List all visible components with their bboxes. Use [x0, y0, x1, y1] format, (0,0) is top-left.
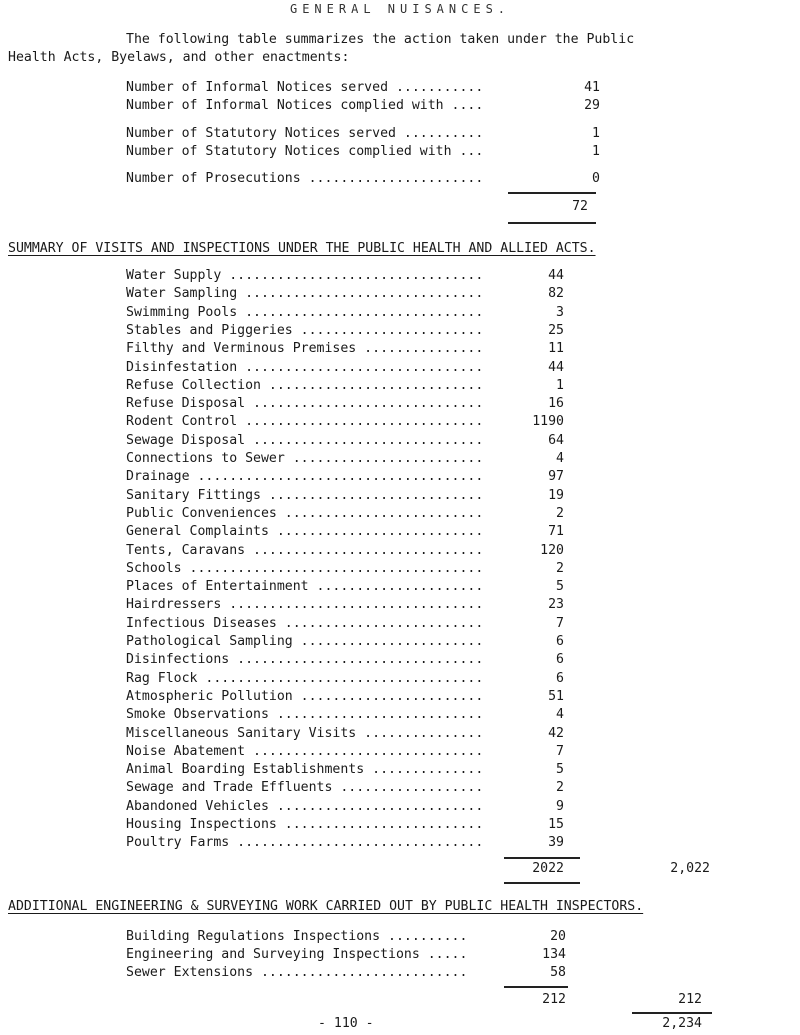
subtotal-rule [504, 857, 580, 859]
visit-value: 25 [548, 322, 564, 338]
visit-row [126, 488, 564, 505]
visit-value: 120 [540, 542, 564, 558]
visit-label: Poultry Farms ............................... [126, 835, 484, 851]
visit-value: 64 [548, 432, 564, 448]
visit-label: Places of Entertainment ..................... [126, 579, 484, 595]
engineering-row [126, 947, 566, 964]
visit-row [126, 378, 564, 395]
visit-value: 19 [548, 487, 564, 503]
visit-value: 2 [556, 560, 564, 576]
visit-label: Animal Boarding Establishments .............. [126, 762, 484, 778]
visit-value: 44 [548, 359, 564, 375]
visit-label: Refuse Disposal ............................. [126, 396, 484, 412]
visit-label: Pathological Sampling ....................... [126, 634, 484, 649]
visit-row [126, 524, 564, 541]
visit-value: 6 [556, 652, 564, 668]
visit-row [126, 323, 564, 340]
intro-line-2: Health Acts, Byelaws, and other enactments: [8, 50, 350, 65]
visit-row [126, 634, 564, 651]
visit-row [126, 543, 564, 560]
visit-label: Smoke Observations .......................... [126, 707, 484, 723]
notice-label: Number of Statutory Notices complied with ... [126, 144, 484, 159]
visit-row [126, 360, 564, 377]
visit-label: Miscellaneous Sanitary Visits ............... [126, 725, 484, 741]
visit-value: 11 [548, 341, 564, 357]
visit-value: 6 [556, 634, 564, 649]
visit-label: Water Sampling .............................. [126, 286, 484, 302]
visit-value: 5 [556, 579, 564, 595]
visit-label: Swimming Pools .............................. [126, 304, 484, 320]
visit-row [126, 744, 564, 761]
visit-label: Disinfections ............................... [126, 652, 484, 668]
visit-value: 97 [548, 469, 564, 485]
visit-row [126, 726, 564, 743]
engineering-value: 58 [550, 965, 566, 980]
visit-row [126, 707, 564, 724]
page-number: - 110 - [318, 1016, 374, 1031]
visit-label: Public Conveniences ......................... [126, 505, 484, 521]
visits-total: 2022 [532, 861, 564, 876]
notice-value: 1 [592, 144, 600, 159]
engineering-row [126, 929, 566, 946]
intro-line-1: The following table summarizes the action taken under the Public [126, 32, 635, 47]
visit-row [126, 268, 564, 285]
engineering-label: Engineering and Surveying Inspections ..... [126, 947, 468, 962]
visit-value: 16 [548, 396, 564, 412]
visit-label: Rag Flock ................................... [126, 670, 484, 686]
visit-label: Stables and Piggeries ....................... [126, 322, 484, 338]
notice-label: Number of Prosecutions ...................... [126, 171, 484, 186]
visit-value: 4 [556, 451, 564, 466]
notice-value: 41 [584, 80, 600, 95]
visit-row [126, 671, 564, 688]
visit-label: Sewage and Trade Effluents .................. [126, 780, 484, 796]
engineering-value: 20 [550, 929, 566, 944]
visit-label: Sanitary Fittings ........................... [126, 487, 484, 503]
visit-value: 2 [556, 505, 564, 521]
visit-row [126, 689, 564, 706]
visit-row [126, 616, 564, 633]
subtotal-rule [504, 986, 568, 988]
total-rule [504, 882, 580, 884]
notice-label: Number of Informal Notices served ........... [126, 80, 484, 95]
notice-row [126, 80, 600, 97]
visit-value: 23 [548, 597, 564, 613]
visit-value: 3 [556, 304, 564, 320]
visit-value: 51 [548, 688, 564, 704]
visit-label: General Complaints .......................... [126, 524, 484, 540]
visit-row [126, 451, 564, 468]
visit-row [126, 469, 564, 486]
notice-value: 1 [592, 126, 600, 141]
visit-row [126, 341, 564, 358]
grand-total-rule [632, 1012, 712, 1014]
visit-label: Hairdressers ................................ [126, 597, 484, 613]
visit-row [126, 506, 564, 523]
visit-label: Abandoned Vehicles .......................... [126, 798, 484, 814]
visit-value: 9 [556, 798, 564, 814]
page-heading: GENERAL NUISANCES. [289, 2, 511, 16]
visit-row [126, 817, 564, 834]
visit-value: 5 [556, 762, 564, 778]
visit-value: 44 [548, 268, 564, 283]
visit-row [126, 414, 564, 431]
visit-label: Housing Inspections ......................... [126, 817, 484, 832]
visit-value: 6 [556, 670, 564, 686]
visit-value: 39 [548, 835, 564, 851]
visit-row [126, 433, 564, 450]
visit-value: 4 [556, 707, 564, 723]
visit-value: 15 [548, 817, 564, 832]
engineering-row [126, 965, 566, 982]
visit-label: Connections to Sewer ........................ [126, 451, 484, 466]
visit-label: Drainage .................................... [126, 469, 484, 485]
visit-row [126, 597, 564, 614]
visit-row [126, 762, 564, 779]
visit-value: 7 [556, 743, 564, 759]
visit-row [126, 579, 564, 596]
notice-label: Number of Statutory Notices served .......... [126, 126, 484, 141]
notice-value: 29 [584, 98, 600, 113]
visit-row [126, 780, 564, 797]
visit-value: 1190 [532, 414, 564, 430]
notice-label: Number of Informal Notices complied with .... [126, 98, 484, 113]
engineering-label: Sewer Extensions .......................... [126, 965, 468, 980]
visit-row [126, 286, 564, 303]
visit-row [126, 652, 564, 669]
visit-value: 2 [556, 780, 564, 796]
visit-row [126, 561, 564, 578]
visit-row [126, 835, 564, 852]
engineering-carried-total: 212 [678, 992, 702, 1007]
visit-label: Filthy and Verminous Premises ............... [126, 341, 484, 357]
visit-row [126, 799, 564, 816]
notice-row [126, 144, 600, 161]
visits-title: SUMMARY OF VISITS AND INSPECTIONS UNDER THE PUBLIC HEALTH AND ALLIED ACTS. [8, 241, 596, 256]
notices-total: 72 [572, 199, 588, 214]
visit-label: Schools ..................................... [126, 560, 484, 576]
visit-row [126, 305, 564, 322]
engineering-total: 212 [542, 992, 566, 1007]
visit-value: 82 [548, 286, 564, 302]
grand-total: 2,234 [662, 1016, 702, 1031]
visits-carried-total: 2,022 [670, 861, 710, 876]
visit-label: Disinfestation .............................. [126, 359, 484, 375]
visit-label: Atmospheric Pollution ....................... [126, 688, 484, 704]
engineering-value: 134 [542, 947, 566, 962]
visit-label: Infectious Diseases ......................... [126, 615, 484, 631]
notice-value: 0 [592, 171, 600, 186]
notice-row [126, 126, 600, 143]
visit-label: Tents, Caravans ............................. [126, 542, 484, 558]
visit-value: 71 [548, 524, 564, 540]
engineering-title: ADDITIONAL ENGINEERING & SURVEYING WORK CARRIED OUT BY PUBLIC HEALTH INSPECTORS. [8, 899, 644, 914]
visit-value: 7 [556, 615, 564, 631]
visit-value: 1 [556, 377, 564, 393]
visit-row [126, 396, 564, 413]
notice-row [126, 98, 600, 115]
visit-label: Water Supply ................................ [126, 268, 484, 283]
visit-label: Rodent Control .............................. [126, 414, 484, 430]
visit-value: 42 [548, 725, 564, 741]
visit-label: Noise Abatement ............................. [126, 743, 484, 759]
visit-label: Sewage Disposal ............................. [126, 432, 484, 448]
visit-label: Refuse Collection ........................... [126, 377, 484, 393]
subtotal-rule [508, 192, 596, 194]
engineering-label: Building Regulations Inspections .......... [126, 929, 468, 944]
notice-row [126, 171, 600, 188]
total-rule [508, 222, 596, 224]
